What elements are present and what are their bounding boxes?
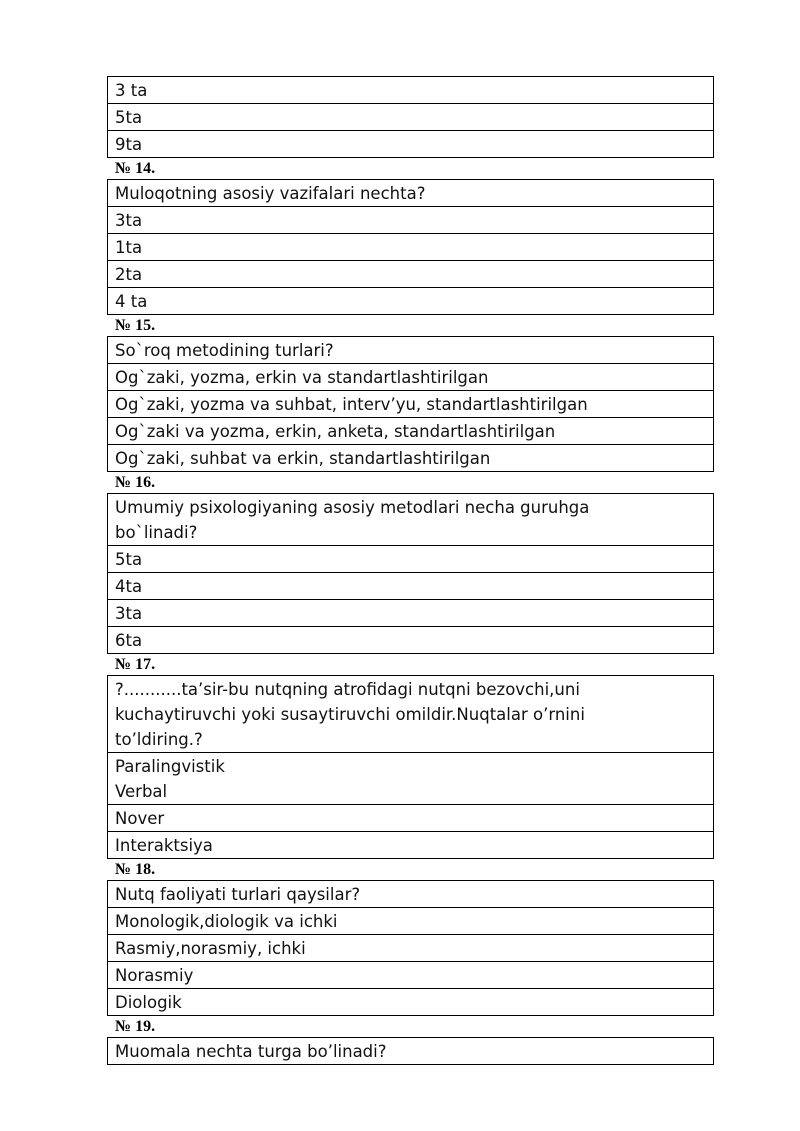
text-line: 1ta: [115, 238, 143, 257]
question-table: [107, 493, 714, 654]
text-line: Og`zaki va yozma, erkin, anketa, standartlashtirilgan: [115, 422, 556, 441]
answer-option: [108, 363, 713, 390]
question-number: № 16.: [115, 474, 156, 491]
text-line: Diologik: [115, 993, 182, 1012]
answer-option: [108, 390, 713, 417]
text-line: 2ta: [115, 265, 143, 284]
text-line: 6ta: [115, 631, 143, 650]
answer-option: [108, 103, 713, 130]
text-line: Umumiy psixologiyaning asosiy metodlari necha guruhga: [115, 498, 590, 517]
answer-option: [108, 130, 713, 157]
text-line: Nutq faoliyati turlari qaysilar?: [115, 885, 361, 904]
question-text: [108, 881, 713, 907]
question-table: [107, 336, 714, 472]
question-text: [108, 676, 713, 752]
answer-option: [108, 907, 713, 934]
answer-option: [108, 831, 713, 858]
answer-option: [108, 961, 713, 988]
question-text: [108, 180, 713, 206]
question-table: [107, 880, 714, 1016]
question-table: [107, 179, 714, 315]
answer-option: [108, 545, 713, 572]
text-line: to’ldiring.?: [115, 730, 203, 749]
text-line: Muomala nechta turga bo’linadi?: [115, 1042, 387, 1061]
answer-option: [108, 417, 713, 444]
text-line: Og`zaki, yozma, erkin va standartlashtirilgan: [115, 368, 489, 387]
answer-option: [108, 233, 713, 260]
question-table: [107, 1037, 714, 1065]
answer-option: [108, 206, 713, 233]
answer-option: [108, 752, 713, 804]
question-number: № 17.: [115, 656, 156, 673]
text-line: 3ta: [115, 211, 143, 230]
text-line: Rasmiy,norasmiy, ichki: [115, 939, 306, 958]
answer-option: [108, 260, 713, 287]
answer-option: [108, 626, 713, 653]
answer-option: [108, 572, 713, 599]
text-line: 5ta: [115, 550, 143, 569]
text-line: So`roq metodining turlari?: [115, 341, 334, 360]
answer-option: [108, 804, 713, 831]
text-line: 4 ta: [115, 292, 148, 311]
answer-option: [108, 988, 713, 1015]
text-line: bo`linadi?: [115, 523, 198, 542]
question-number: № 15.: [115, 317, 156, 334]
question-text: [108, 337, 713, 363]
question-table: [107, 675, 714, 859]
test-page: [107, 76, 714, 1065]
text-line: 3 ta: [115, 81, 148, 100]
text-line: Og`zaki, suhbat va erkin, standartlashtirilgan: [115, 449, 491, 468]
answer-option: [108, 444, 713, 471]
question-text: [108, 494, 713, 545]
text-line: Muloqotning asosiy vazifalari nechta?: [115, 184, 426, 203]
answer-option: [108, 934, 713, 961]
text-line: ?...........ta’sir-bu nutqning atrofidagi nutqni bezovchi,uni: [115, 680, 580, 699]
text-line: Interaktsiya: [115, 836, 213, 855]
answer-option: [108, 287, 713, 314]
text-line: 9ta: [115, 135, 143, 154]
text-line: 3ta: [115, 604, 143, 623]
text-line: kuchaytiruvchi yoki susaytiruvchi omildir.Nuqtalar o’rnini: [115, 705, 585, 724]
text-line: Paralingvistik: [115, 757, 225, 776]
text-line: 5ta: [115, 108, 143, 127]
answer-option: [108, 599, 713, 626]
question-number: № 19.: [115, 1018, 156, 1035]
answer-option: [108, 77, 713, 103]
text-line: Verbal: [115, 782, 168, 801]
question-number: № 18.: [115, 861, 156, 878]
question-number: № 14.: [115, 160, 156, 177]
text-line: Nover: [115, 809, 165, 828]
text-line: Norasmiy: [115, 966, 194, 985]
text-line: Monologik,diologik va ichki: [115, 912, 338, 931]
text-line: 4ta: [115, 577, 143, 596]
question-text: [108, 1038, 713, 1064]
question-table: [107, 76, 714, 158]
text-line: Og`zaki, yozma va suhbat, interv’yu, standartlashtirilgan: [115, 395, 588, 414]
